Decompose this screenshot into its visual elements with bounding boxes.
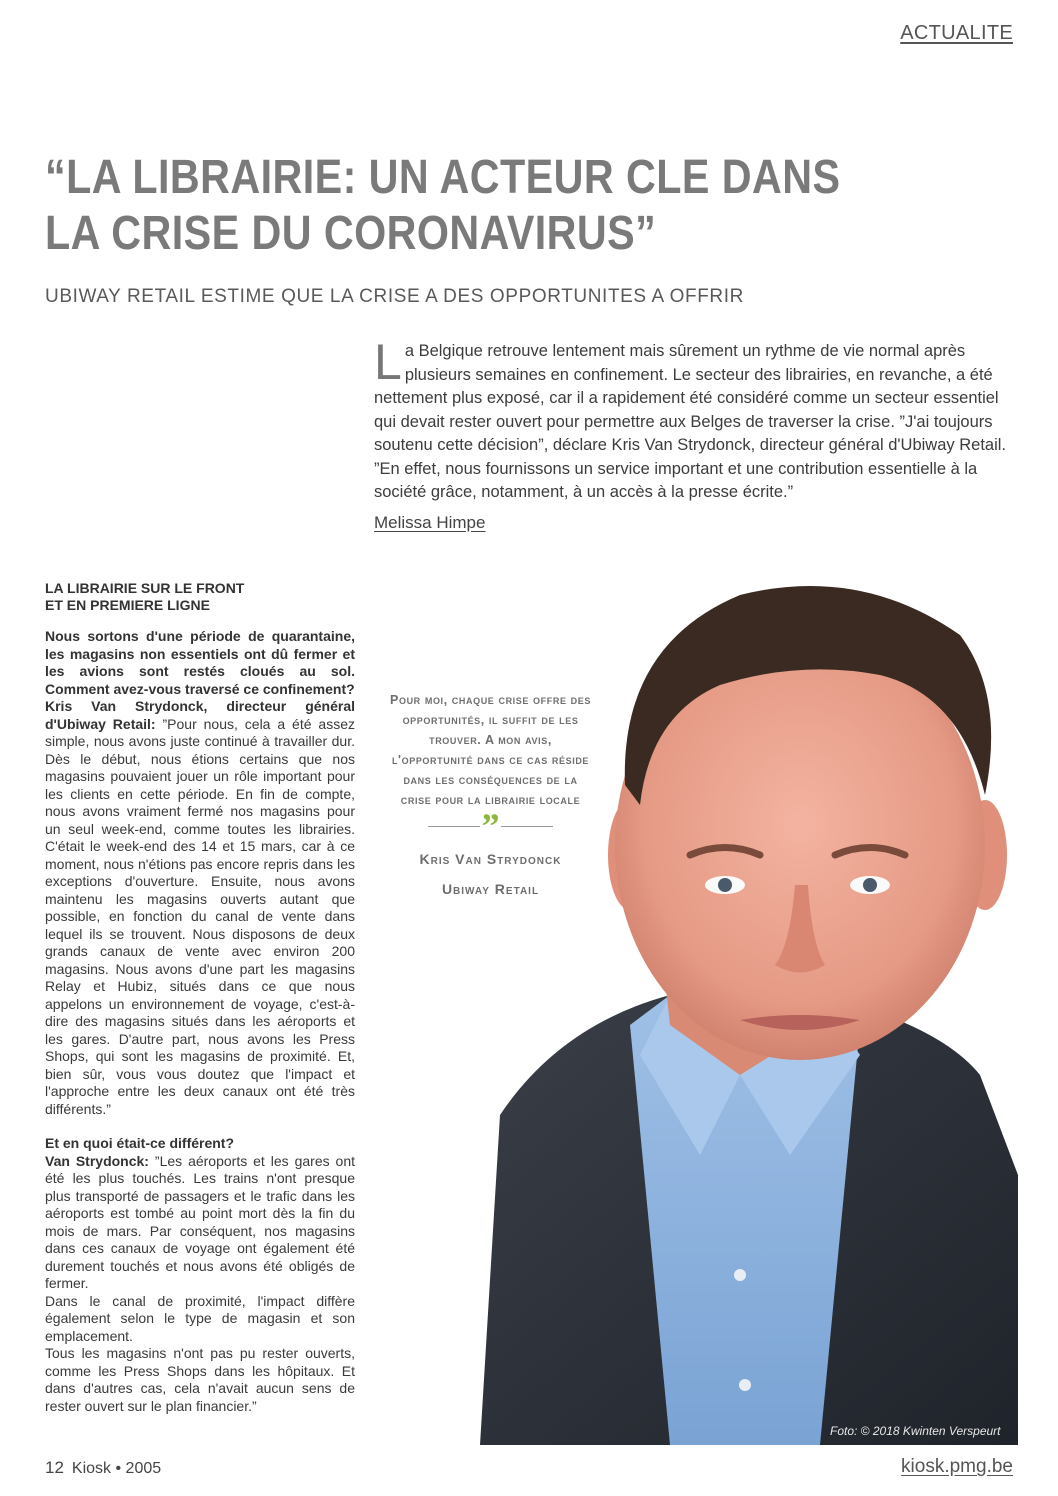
article-column (45, 580, 355, 1415)
section-heading-line-1: LA LIBRAIRIE SUR LE FRONT (45, 580, 245, 596)
answer-2-text: ”Les aéroports et les gares ont été les plus touchés. Les trains n'ont presque plus transporté de passagers et le trafic dans les aéroports est tombé au point mort dès la fin du mois de mars. Par conséquent, nos magasins dans ces canaux de voyage ont également été durement touchés et nous avons été obligés de fermer. (45, 1152, 355, 1291)
answer-2-paragraph-2: Dans le canal de proximité, l'impact diffère également selon le type de magasin et son emplacement. (45, 1292, 355, 1344)
answer-2 (45, 1153, 355, 1293)
page-title: “LA LIBRAIRIE: UN ACTEUR CLE DANS LA CRISE DU CORONAVIRUS” (45, 151, 841, 260)
author-byline[interactable]: Melissa Himpe (374, 513, 486, 532)
website-link[interactable]: kiosk.pmg.be (901, 1456, 1013, 1477)
answer-1-text: ”Pour nous, cela a été assez simple, nous avons juste continué à travailler dur. Dès le début, nous étions certains que nos magasins pouvaient jouer un rôle important pour les clients en cette période. En fin de compte, nous avons vraiment fermé nos magasins pour un seul week-end, comme toutes les librairies. C'était le week-end des 14 et 15 mars, car à ce moment, nous n'étions pas encore repris dans les exceptions d'ouverture. Ensuite, nous avons maintenu les magasins ouverts autant que possible, en fonction du canal de vente dans lequel ils se trouvent. Nous disposons de deux grands canaux de vente avec environ 200 magasins. Nous avons d'une part les magasins Relay et Hubiz, situés dans ce que nous appelons un environnement de voyage, c'est-à-dire des magasins situés dans les aéroports et les gares. D'autre part, nous avons les Press Shops, qui sont les magasins de proximité. Et, bien sûr, vous vous doutez que l'impact et l'approche entre les deux canaux ont été très différents.” (45, 715, 355, 1117)
footer-page-info (45, 1458, 161, 1478)
portrait-photo (440, 555, 1018, 1445)
quote-separator (388, 806, 593, 846)
subheadline: UBIWAY RETAIL ESTIME QUE LA CRISE A DES OPPORTUNITES A OFFRIR (45, 286, 744, 307)
section-tag: ACTUALITE (900, 22, 1013, 44)
pull-quote-author: Kris Van Strydonck (419, 851, 562, 867)
issue-label: Kiosk • 2005 (71, 1460, 162, 1477)
pull-quote (388, 690, 593, 904)
quote-mark-icon: ” (481, 806, 500, 846)
photo-credit: Foto: © 2018 Kwinten Verspeurt (830, 1424, 1001, 1438)
question-1: Nous sortons d'une période de quarantaine, les magasins non essentiels ont dû fermer et les avions sont restés cloués au sol. Comment avez-vous traversé ce confinement? (45, 628, 355, 697)
answer-1-speaker: Kris Van Strydonck, directeur général d'Ubiway Retail: (45, 698, 355, 732)
answer-2-speaker: Van Strydonck: (45, 1152, 149, 1169)
pull-quote-company: Ubiway Retail (441, 881, 540, 897)
section-heading (45, 580, 355, 614)
answer-1 (45, 698, 355, 1118)
drop-cap: L (374, 334, 402, 390)
intro-paragraph (374, 334, 1019, 505)
answer-2-paragraph-3: Tous les magasins n'ont pas pu rester ouverts, comme les Press Shops dans les hôpitaux. Et dans d'autres cas, cela n'avait aucun sens de rester ouvert sur le plan financier.” (45, 1345, 355, 1414)
section-heading-line-2: ET EN PREMIERE LIGNE (45, 597, 210, 613)
question-2: Et en quoi était-ce différent? (45, 1135, 235, 1151)
intro-text: a Belgique retrouve lentement mais sûrement un rythme de vie normal après plusieurs semaines en confinement. Le secteur des librairies, en revanche, a été nettement plus exposé, car il a rapidement été considéré comme un secteur essentiel qui devait rester ouvert pour permettre aux Belges de traverser la crise. ”J'ai toujours soutenu cette décision”, déclare Kris Van Strydonck, directeur général d'Ubiway Retail. ”En effet, nous fournissons un service important et une contribution essentielle à la société grâce, notamment, à un accès à la presse écrite.” (374, 342, 1006, 501)
page-number: 12 (45, 1458, 64, 1477)
portrait-illustration (440, 555, 1018, 1445)
pull-quote-text: Pour moi, chaque crise offre des opportunités, il suffit de les trouver. A mon avis, l'opportunité dans ce cas réside dans les conséquences de la crise pour la librairie locale (390, 693, 591, 807)
